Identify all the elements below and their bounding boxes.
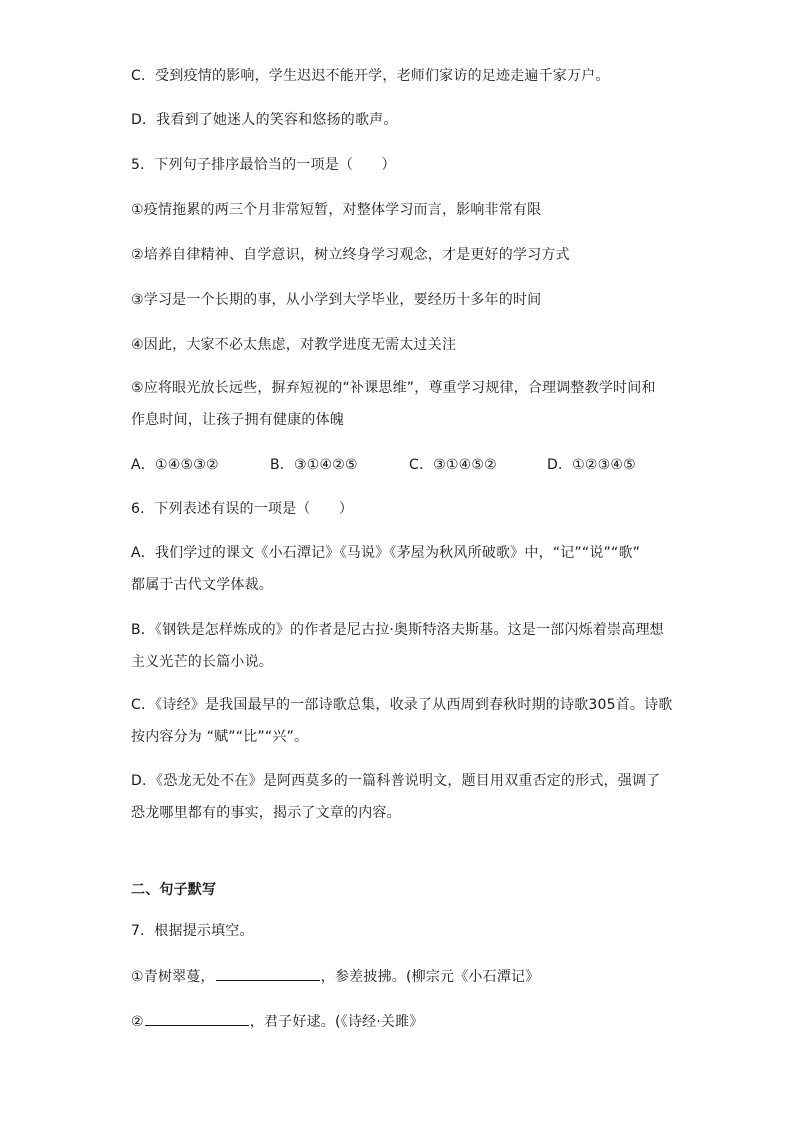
- q5-stem: 5．下列句子排序最恰当的一项是（ ）: [131, 157, 396, 173]
- q7-fill-2: [131, 1011, 423, 1032]
- q5-sentence-2: ②培养自律精神、自学意识，树立终身学习观念，才是更好的学习方式: [131, 247, 570, 263]
- q7-stem: 7．根据提示填空。: [131, 923, 254, 939]
- q7-fill-1: [131, 966, 539, 987]
- q5-sentence-5-cont: 作息时间，让孩子拥有健康的体魄: [131, 412, 344, 428]
- fill-2-prefix: ②: [131, 1014, 144, 1030]
- q6-option-d-cont: 恐龙哪里都有的事实，揭示了文章的内容。: [131, 805, 401, 821]
- fill-2-suffix: ，君子好逑。(《诗经·关雎》: [249, 1014, 424, 1030]
- q5-option-a: A．①④⑤③②: [131, 457, 219, 473]
- q6-option-a-cont: 都属于古代文学体裁。: [131, 577, 273, 593]
- q6-option-c: C．《诗经》是我国最早的一部诗歌总集，收录了从西周到春秋时期的诗歌305首。诗歌: [131, 697, 673, 713]
- q6-option-a: A．我们学过的课文《小石潭记》《马说》《茅屋为秋风所破歌》中，“记”“说”“歌”: [131, 545, 641, 561]
- fill-1-suffix: ，参差披拂。(柳宗元《小石潭记》: [320, 969, 540, 985]
- q5-sentence-5: ⑤应将眼光放长远些，摒弃短视的“补课思维”，尊重学习规律，合理调整教学时间和: [131, 380, 656, 396]
- fill-2-blank[interactable]: [145, 1011, 249, 1026]
- section-heading: 二、句子默写: [131, 882, 217, 898]
- q6-option-b-cont: 主义光芒的长篇小说。: [131, 654, 273, 670]
- q5-sentence-1: ①疫情拖累的两三个月非常短暂，对整体学习而言，影响非常有限: [131, 202, 542, 218]
- q5-option-d: D．①②③④⑤: [547, 457, 636, 473]
- q5-option-b: B．③①④②⑤: [270, 457, 358, 473]
- fill-1-prefix: ①青树翠蔓，: [131, 969, 215, 985]
- q5-sentence-4: ④因此，大家不必太焦虑，对教学进度无需太过关注: [131, 337, 457, 353]
- q5-option-c: C．③①④⑤②: [409, 457, 497, 473]
- q6-option-b: B．《钢铁是怎样炼成的》的作者是尼古拉·奥斯特洛夫斯基。这是一部闪烁着崇高理想: [131, 622, 664, 638]
- fill-1-blank[interactable]: [216, 966, 320, 981]
- q4-option-d: D．我看到了她迷人的笑容和悠扬的歌声。: [131, 112, 398, 128]
- q4-option-c: C．受到疫情的影响，学生迟迟不能开学，老师们家访的足迹走遍千家万户。: [131, 68, 610, 84]
- q6-option-d: D．《恐龙无处不在》是阿西莫多的一篇科普说明文，题目用双重否定的形式，强调了: [131, 773, 661, 789]
- q5-sentence-3: ③学习是一个长期的事，从小学到大学毕业，要经历十多年的时间: [131, 292, 542, 308]
- q5-options: [131, 455, 671, 475]
- q6-stem: 6．下列表述有误的一项是（ ）: [131, 501, 354, 517]
- q6-option-c-cont: 按内容分为 “赋”“比”“兴”。: [131, 729, 309, 745]
